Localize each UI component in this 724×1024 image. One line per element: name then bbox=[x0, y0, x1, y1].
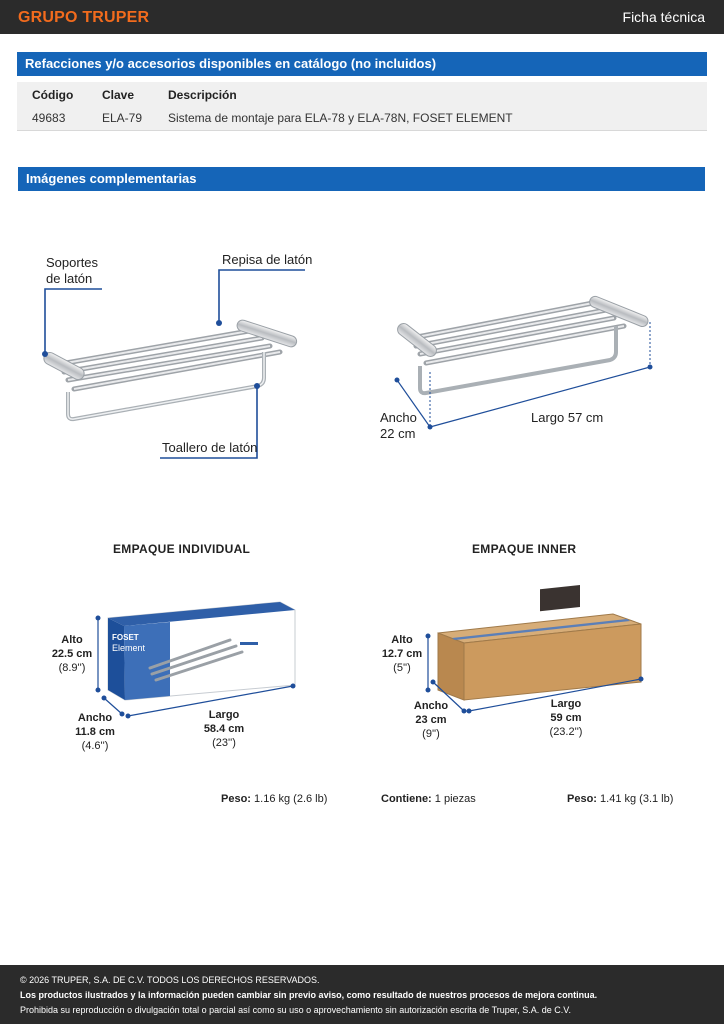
accessories-section-title: Refacciones y/o accesorios disponibles en catálogo (no incluidos) bbox=[17, 52, 707, 76]
inner-height: Alto 12.7 cm (5'') bbox=[381, 634, 423, 674]
column-header-description: Descripción bbox=[168, 88, 237, 102]
box-brand-label: FOSET bbox=[112, 633, 139, 642]
table-cell-key: ELA-79 bbox=[102, 111, 143, 125]
box-line-label: Element bbox=[112, 643, 146, 653]
column-header-code: Código bbox=[32, 88, 74, 102]
rack-width-label: Ancho 22 cm bbox=[380, 410, 417, 441]
supports-label: Soportes de latón bbox=[46, 255, 99, 286]
images-section-title: Imágenes complementarias bbox=[18, 167, 705, 191]
footer-notice: Los productos ilustrados y la información pueden cambiar sin previo aviso, como resultado de nuestros procesos de mejora continua. bbox=[20, 990, 598, 1000]
doc-type-label: Ficha técnica bbox=[622, 9, 705, 25]
individual-package-title: EMPAQUE INDIVIDUAL bbox=[113, 542, 251, 556]
table-cell-description: Sistema de montaje para ELA-78 y ELA-78N, FOSET ELEMENT bbox=[168, 111, 513, 125]
footer bbox=[0, 965, 724, 1024]
column-header-key: Clave bbox=[102, 88, 135, 102]
footer-prohibition: Prohibida su reproducción o divulgación total o parcial así como su uso o aprovechamiento sin autorización escrita de Truper, S.A. de C.V. bbox=[20, 1005, 571, 1015]
shelf-label: Repisa de latón bbox=[222, 252, 313, 267]
towel-bar-label: Toallero de latón bbox=[162, 440, 258, 455]
individual-weight: Peso: 1.16 kg (2.6 lb) bbox=[221, 793, 328, 805]
individual-height: Alto 22.5 cm (8.9'') bbox=[51, 634, 93, 674]
inner-width: Ancho 23 cm (9'') bbox=[413, 700, 449, 740]
brand-logo: GRUPO TRUPER bbox=[18, 9, 150, 26]
table-cell-code: 49683 bbox=[32, 111, 66, 125]
inner-length: Largo 59 cm (23.2'') bbox=[549, 698, 583, 738]
footer-copyright: © 2026 TRUPER, S.A. DE C.V. TODOS LOS DERECHOS RESERVADOS. bbox=[20, 975, 320, 985]
individual-length: Largo 58.4 cm (23'') bbox=[203, 709, 245, 749]
inner-weight: Peso: 1.41 kg (3.1 lb) bbox=[567, 793, 674, 805]
inner-contents: Contiene: 1 piezas bbox=[381, 793, 476, 805]
individual-width: Ancho 11.8 cm (4.6'') bbox=[75, 712, 115, 752]
rack-length-label: Largo 57 cm bbox=[531, 410, 604, 425]
inner-package-title: EMPAQUE INNER bbox=[472, 542, 577, 556]
